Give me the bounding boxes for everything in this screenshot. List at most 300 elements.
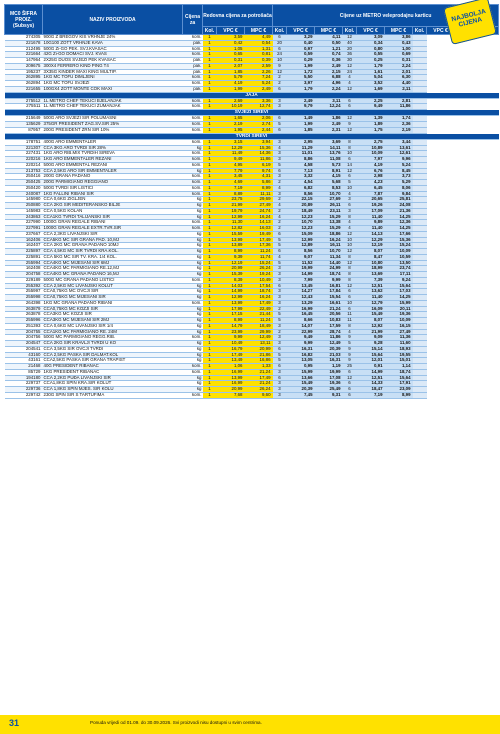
cell-mpc-tier1: 4,15 <box>315 174 343 180</box>
cell-mpc-tier1: 12,49 <box>315 341 343 347</box>
cell-vpc-tier2: 9,28 <box>357 341 385 347</box>
cell-qty-tier2: 40 <box>343 40 357 46</box>
cell-mpc-tier2: 19,55 <box>385 352 413 358</box>
cell-sifra: 85729 <box>5 369 43 375</box>
cell-vpc-regular: 13,89 <box>217 243 245 249</box>
cell-vpc-tier1: 7,99 <box>287 277 315 283</box>
cell-vpc-regular: 2,07 <box>217 63 245 69</box>
cell-mpc-regular: 2,06 <box>245 116 273 122</box>
cell-vpc-regular: 12,99 <box>217 214 245 220</box>
cell-mpc-regular: 9,74 <box>245 168 273 174</box>
cell-mpc-tier2: 1,14 <box>385 364 413 370</box>
col-kol: Kol. <box>273 27 287 35</box>
cell-qty-tier1: 4 <box>273 145 287 151</box>
cell-qty-regular: 1 <box>203 203 217 209</box>
cell-vpc-tier2: 4,19 <box>357 162 385 168</box>
cell-unit: kg <box>183 260 203 266</box>
cell-vpc-tier1: 13,66 <box>287 375 315 381</box>
cell-qty-tier1: 4 <box>273 185 287 191</box>
cell-mpc-tier2: 2,11 <box>385 86 413 92</box>
cell-vpc-tier2: 7,39 <box>357 277 385 283</box>
cell-unit: kg <box>183 341 203 347</box>
cell-qty-tier1: 5 <box>273 162 287 168</box>
table-header <box>5 5 499 35</box>
cell-qty-tier1: 5 <box>273 237 287 243</box>
cell-vpc-tier1: 16,45 <box>287 312 315 318</box>
cell-naziv: 42G Ži-GO DOMAĆI SVJ. KVAS <box>43 52 183 58</box>
cell-naziv: 1KG MC TOFU SVJEŽI <box>43 81 183 87</box>
cell-mpc-regular: 11,86 <box>245 157 273 163</box>
cell-vpc-tier2: 11,40 <box>357 226 385 232</box>
cell-qty-tier1: 5 <box>273 352 287 358</box>
cell-vpc-tier2: 6,45 <box>357 185 385 191</box>
cell-naziv: 400G ARO EMMENTALER <box>43 139 183 145</box>
cell-unit: kom. <box>183 364 203 370</box>
cell-sifra: 263879 <box>5 306 43 312</box>
cell-qty-regular: 1 <box>203 197 217 203</box>
cell-unit: kg <box>183 381 203 387</box>
cell-qty-regular: 1 <box>203 387 217 393</box>
cell-qty-tier1: 6 <box>273 127 287 133</box>
cell-qty-tier2: 36 <box>343 52 357 58</box>
cell-qty-regular: 1 <box>203 214 217 220</box>
cell-qty-regular: 1 <box>203 392 217 398</box>
cell-mpc-tier2: 11,86 <box>385 104 413 110</box>
cell-vpc-regular: 16,99 <box>217 381 245 387</box>
cell-mpc-regular: 4,49 <box>245 35 273 41</box>
cell-mpc-regular: 6,19 <box>245 162 273 168</box>
cell-qty-regular: 1 <box>203 35 217 41</box>
cell-qty-tier2: 8 <box>343 139 357 145</box>
cell-mpc-tier1: 21,03 <box>315 352 343 358</box>
cell-qty-regular: 1 <box>203 122 217 128</box>
cell-sifra: 262895 <box>5 75 43 81</box>
cell-unit: kg <box>183 197 203 203</box>
cell-qty-tier2: 12 <box>343 35 357 41</box>
cell-unit: kom. <box>183 162 203 168</box>
cell-unit: kg <box>183 312 203 318</box>
cell-qty-regular: 1 <box>203 306 217 312</box>
cell-vpc-regular: 2,69 <box>217 98 245 104</box>
cell-mpc-tier2: 8,45 <box>385 168 413 174</box>
cell-vpc-tier1: 12,43 <box>287 295 315 301</box>
cell-mpc-tier1: 2,49 <box>315 122 343 128</box>
cell-sifra: 220216 <box>5 157 43 163</box>
cell-qty-regular: 1 <box>203 260 217 266</box>
cell-mpc-tier1: 1,86 <box>315 116 343 122</box>
cell-sifra: 212495 <box>5 46 43 52</box>
cell-qty-tier2: 9 <box>343 335 357 341</box>
cell-qty-regular: 1 <box>203 145 217 151</box>
cell-qty-tier1: 3 <box>273 157 287 163</box>
cell-vpc-tier2: 12,51 <box>357 283 385 289</box>
cell-qty-tier2: 12 <box>343 249 357 255</box>
cell-vpc-regular: 11,30 <box>217 220 245 226</box>
cell-vpc-regular: 17,99 <box>217 306 245 312</box>
cell-mpc-tier1: 9,99 <box>315 277 343 283</box>
cell-vpc-regular: 19,79 <box>217 208 245 214</box>
cell-qty-regular: 1 <box>203 208 217 214</box>
cell-vpc-tier1: 13,45 <box>287 283 315 289</box>
cell-qty-tier1: 3 <box>273 341 287 347</box>
cell-naziv: CCA 1,8KG ŠPIN MJEŠ. SIR KOLU <box>43 387 183 393</box>
cell-mpc-regular: 12,74 <box>245 104 273 110</box>
cell-vpc-tier1: 12,89 <box>287 243 315 249</box>
cell-mpc-tier2: 15,01 <box>385 358 413 364</box>
cell-qty-regular: 1 <box>203 329 217 335</box>
cell-sifra: 43161 <box>5 358 43 364</box>
cell-vpc-tier1: 12,99 <box>287 237 315 243</box>
cell-vpc-tier2: 1,61 <box>357 69 385 75</box>
cell-mpc-regular: 11,24 <box>245 318 273 324</box>
cell-mpc-tier1: 16,61 <box>315 300 343 306</box>
cell-unit: kom. <box>183 335 203 341</box>
cell-qty-tier1: 6 <box>273 168 287 174</box>
cell-vpc-tier2: 13,69 <box>357 272 385 278</box>
cell-mpc-tier2: 9,84 <box>385 191 413 197</box>
cell-vpc-tier2: 7,87 <box>357 191 385 197</box>
cell-vpc-tier2: 9,49 <box>357 104 385 110</box>
cell-sifra: 274305 <box>5 35 43 41</box>
cell-qty-tier1: 4 <box>273 214 287 220</box>
cell-vpc-regular: 13,99 <box>217 375 245 381</box>
cell-qty-tier2: 3 <box>343 197 357 203</box>
cell-qty-regular: 1 <box>203 277 217 283</box>
cell-naziv: CCA5KG MC SIR GRANA PAD. 10,MJ <box>43 237 183 243</box>
cell-qty-tier2: 8 <box>343 266 357 272</box>
cell-mpc-tier2: 0,31 <box>385 58 413 64</box>
cell-vpc-tier1: 16,31 <box>287 346 315 352</box>
cell-qty-tier1: 20 <box>273 40 287 46</box>
cell-sifra: 147964 <box>5 58 43 64</box>
cell-qty-tier1: 6 <box>273 116 287 122</box>
cell-vpc-tier2: 7,19 <box>357 392 385 398</box>
cell-qty-tier2: 24 <box>343 69 357 75</box>
cell-mpc-tier1: 10,70 <box>315 191 343 197</box>
cell-vpc-tier2: 19,26 <box>357 203 385 209</box>
price-table <box>4 4 499 399</box>
cell-naziv: CCA1,8KG ŠPIN KRA.SIR KOLUT <box>43 381 183 387</box>
cell-mpc-tier2: 14,25 <box>385 295 413 301</box>
page-number: 31 <box>9 718 20 728</box>
cell-qty-tier1: 6 <box>273 364 287 370</box>
cell-sifra: 145983 <box>5 208 43 214</box>
cell-naziv: 2X25G DUOS SVJEŽI PEK KVASAC <box>43 58 183 64</box>
cell-mpc-tier1: 19,99 <box>315 369 343 375</box>
cell-sifra: 251393 <box>5 323 43 329</box>
cell-naziv: CCA 2KG SIR KRAVLJI TVRDI U KO <box>43 341 183 347</box>
cell-mpc-tier2: 15,24 <box>385 243 413 249</box>
cell-mpc-regular: 10,49 <box>245 277 273 283</box>
cell-vpc-tier2: 11,40 <box>357 214 385 220</box>
cell-unit: kg <box>183 237 203 243</box>
cell-mpc-tier1: 16,81 <box>315 283 343 289</box>
cell-naziv: CCA3KG MC MIJEŠANI SIR 2MJ <box>43 318 183 324</box>
cell-qty-tier2: 9 <box>343 352 357 358</box>
cell-mpc-tier1: 12,24 <box>315 104 343 110</box>
cell-vpc-tier1: 11,01 <box>287 151 315 157</box>
cell-qty-tier2: 12 <box>343 116 357 122</box>
cell-unit: kg <box>183 231 203 237</box>
cell-mpc-tier2: 16,15 <box>385 323 413 329</box>
cell-qty-tier1: 3 <box>273 381 287 387</box>
cell-mpc-regular: 0,54 <box>245 40 273 46</box>
cell-qty-tier1: 5 <box>273 358 287 364</box>
cell-sifra: 264398 <box>5 300 43 306</box>
cell-sifra: 220214 <box>5 162 43 168</box>
cell-mpc-regular: 11,11 <box>245 191 273 197</box>
cell-vpc-tier1: 11,29 <box>287 145 315 151</box>
cell-qty-tier2: 4 <box>343 75 357 81</box>
cell-naziv: CCA 5KG MC SIR TV. KRA. 1/4 KOL. <box>43 254 183 260</box>
cell-mpc-tier2: 5,29 <box>385 180 413 186</box>
cell-qty-tier2: 5 <box>343 180 357 186</box>
cell-qty-tier2: 10 <box>343 237 357 243</box>
cell-qty-regular: 1 <box>203 381 217 387</box>
cell-mpc-tier2: 3,73 <box>385 174 413 180</box>
cell-qty-tier2: 10 <box>343 243 357 249</box>
cell-qty-tier1: 3 <box>273 191 287 197</box>
cell-vpc-regular: 0,65 <box>217 52 245 58</box>
cell-sifra: 204547 <box>5 341 43 347</box>
cell-mpc-regular: 19,24 <box>245 272 273 278</box>
cell-qty-tier1: 24 <box>273 52 287 58</box>
cell-qty-regular: 1 <box>203 139 217 145</box>
cell-qty-tier2: 11 <box>343 312 357 318</box>
cell-qty-tier2: 8 <box>343 254 357 260</box>
cell-mpc-regular: 17,49 <box>245 300 273 306</box>
col-kol: Kol. <box>203 27 217 35</box>
cell-qty-regular: 1 <box>203 272 217 278</box>
cell-sifra: 135629 <box>5 122 43 128</box>
cell-mpc-regular: 3,36 <box>245 98 273 104</box>
section-title: SVJEŽI SIREVI <box>5 110 499 116</box>
cell-mpc-tier1: 16,31 <box>315 358 343 364</box>
cell-vpc-tier2: 0,34 <box>357 40 385 46</box>
cell-qty-tier2: 12 <box>343 127 357 133</box>
cell-vpc-tier1: 18,49 <box>287 208 315 214</box>
cell-mpc-regular: 1,31 <box>245 46 273 52</box>
cell-vpc-tier2: 1,39 <box>357 116 385 122</box>
cell-sifra: 204756 <box>5 335 43 341</box>
cell-vpc-regular: 11,49 <box>217 151 245 157</box>
cell-qty-regular: 1 <box>203 116 217 122</box>
cell-mpc-regular: 29,69 <box>245 197 273 203</box>
cell-vpc-tier2: 14,99 <box>357 369 385 375</box>
cell-vpc-regular: 3,59 <box>217 35 245 41</box>
cell-vpc-tier2: 13,62 <box>357 289 385 295</box>
cell-qty-tier1: 2 <box>273 197 287 203</box>
cell-mpc-regular: 5,86 <box>245 180 273 186</box>
cell-vpc-tier2: 10,89 <box>357 145 385 151</box>
cell-mpc-tier2: 9,96 <box>385 157 413 163</box>
cell-vpc-regular: 0,42 <box>217 40 245 46</box>
cell-qty-tier1: 5 <box>273 318 287 324</box>
cell-vpc-regular: 5,79 <box>217 75 245 81</box>
cell-naziv: 500G TVRDI SIR LISTIĆI <box>43 185 183 191</box>
cell-mpc-tier2: 25,81 <box>385 197 413 203</box>
cell-mpc-regular: 27,49 <box>245 203 273 209</box>
cell-qty-regular: 1 <box>203 243 217 249</box>
footer-bar <box>0 715 500 734</box>
cell-qty-tier2: 6 <box>343 306 357 312</box>
cell-mpc-tier1: 27,69 <box>315 197 343 203</box>
cell-mpc-tier2: 15,99 <box>385 300 413 306</box>
cell-sifra: 250416 <box>5 174 43 180</box>
cell-sifra: 250420 <box>5 185 43 191</box>
cell-vpc-regular: 9,49 <box>217 157 245 163</box>
cell-mpc-tier1: 3,69 <box>315 139 343 145</box>
cell-vpc-tier2: 4,23 <box>357 180 385 186</box>
cell-qty-tier2: 12 <box>343 63 357 69</box>
cell-qty-tier1: 3 <box>273 104 287 110</box>
cell-qty-tier1: 3 <box>273 335 287 341</box>
cell-mpc-regular: 4,31 <box>245 174 273 180</box>
cell-mpc-tier2: 15,64 <box>385 375 413 381</box>
cell-vpc-regular: 1,06 <box>217 364 245 370</box>
cell-mpc-regular: 21,86 <box>245 352 273 358</box>
cell-unit: kg <box>183 266 203 272</box>
cell-mpc-tier1: 11,86 <box>315 335 343 341</box>
cell-vpc-tier2: 12,01 <box>357 358 385 364</box>
cell-naziv: CCA0,75KG MC KOZJI SIR <box>43 306 183 312</box>
cell-sifra: 275512 <box>5 98 43 104</box>
cell-vpc-regular: 15,59 <box>217 231 245 237</box>
cell-unit: kg <box>183 375 203 381</box>
cell-vpc-tier2: 7,97 <box>357 157 385 163</box>
cell-naziv: CCA1KG TVRDI TALIJANSKI SIR <box>43 214 183 220</box>
cell-qty-tier2: 12 <box>343 375 357 381</box>
cell-qty-tier2: 9 <box>343 346 357 352</box>
cell-naziv: 375GR PRESIDENT ZAG.SV.SIR 25% <box>43 122 183 128</box>
col-redovna: Redovna cijena za potrošača <box>203 5 273 27</box>
cell-unit: kg <box>183 329 203 335</box>
cell-qty-tier1: 4 <box>273 203 287 209</box>
cell-sifra: 263878 <box>5 312 43 318</box>
cell-qty-tier1: 3 <box>273 387 287 393</box>
cell-vpc-regular: 23,99 <box>217 329 245 335</box>
cell-sifra: 43160 <box>5 352 43 358</box>
cell-qty-regular: 1 <box>203 249 217 255</box>
cell-qty-tier2: 6 <box>343 203 357 209</box>
cell-mpc-tier1: 11,34 <box>315 254 343 260</box>
cell-naziv: CCA0,75KG MC OVČJI SIR <box>43 289 183 295</box>
cell-sifra: 227991 <box>5 226 43 232</box>
cell-mpc-tier1: 16,11 <box>315 243 343 249</box>
cell-vpc-regular: 4,19 <box>217 81 245 87</box>
cell-sifra: 213753 <box>5 168 43 174</box>
cell-unit: kg <box>183 254 203 260</box>
cell-sifra: 178751 <box>5 139 43 145</box>
cell-naziv: 230G ŠPIN SIR S TARTUFIMA <box>43 392 183 398</box>
cell-naziv: CCA 2KG MC GRANA PADANO 10MJ <box>43 243 183 249</box>
cell-unit: kom. <box>183 46 203 52</box>
cell-vpc-tier1: 11,52 <box>287 260 315 266</box>
cell-unit: kg <box>183 243 203 249</box>
cell-naziv: CCA2,5KG PAŠKA SIR GRANA TRAPIST <box>43 358 183 364</box>
cell-mpc-regular: 16,24 <box>245 295 273 301</box>
cell-qty-tier1: 3 <box>273 151 287 157</box>
cell-qty-tier2: 6 <box>343 157 357 163</box>
cell-unit: kg <box>183 283 203 289</box>
cell-vpc-tier2: 12,19 <box>357 243 385 249</box>
cell-sifra: 204541 <box>5 346 43 352</box>
cell-vpc-tier1: 9,79 <box>287 104 315 110</box>
cell-vpc-tier2: 12,92 <box>357 323 385 329</box>
cell-sifra: 227990 <box>5 220 43 226</box>
cell-unit: kg <box>183 323 203 329</box>
cell-qty-tier2: 12 <box>343 260 357 266</box>
cell-mpc-tier2: 2,24 <box>385 63 413 69</box>
cell-qty-tier1: 2 <box>273 220 287 226</box>
cell-qty-tier2: 6 <box>343 369 357 375</box>
cell-vpc-regular: 2,19 <box>217 122 245 128</box>
cell-vpc-tier2: 9,09 <box>357 335 385 341</box>
cell-vpc-tier1: 15,09 <box>287 231 315 237</box>
cell-unit: kg <box>183 203 203 209</box>
cell-mpc-tier2: 10,09 <box>385 318 413 324</box>
cell-mpc-regular: 15,36 <box>245 145 273 151</box>
cell-mpc-regular: 2,74 <box>245 122 273 128</box>
cell-naziv: CCA 0,5KG KOLAN <box>43 208 183 214</box>
cell-qty-tier1: 5 <box>273 122 287 128</box>
cell-mpc-tier2: 17,03 <box>385 289 413 295</box>
cell-qty-tier1: 2 <box>273 329 287 335</box>
cell-vpc-tier2: 0,80 <box>357 46 385 52</box>
cell-unit: kom. <box>183 122 203 128</box>
cell-mpc-tier2: 13,61 <box>385 145 413 151</box>
cell-unit: kom. <box>183 174 203 180</box>
cell-mpc-regular: 12,49 <box>245 335 273 341</box>
cell-vpc-tier1: 15,99 <box>287 369 315 375</box>
cell-vpc-tier1: 1,85 <box>287 127 315 133</box>
cell-sifra: 162407 <box>5 243 43 249</box>
cell-vpc-tier1: 12,23 <box>287 214 315 220</box>
cell-qty-tier2: 6 <box>343 104 357 110</box>
cell-qty-regular: 1 <box>203 185 217 191</box>
cell-qty-regular: 1 <box>203 369 217 375</box>
col-metro: Cijene uz METRO veleprodajnu karticu <box>273 5 499 27</box>
cell-mpc-tier1: 10,83 <box>315 318 343 324</box>
cell-unit: pak. <box>183 58 203 64</box>
cell-qty-tier2: 14 <box>343 162 357 168</box>
cell-sifra: 255997 <box>5 289 43 295</box>
cell-mpc-tier2: 8,06 <box>385 185 413 191</box>
cell-vpc-regular: 12,19 <box>217 260 245 266</box>
cell-mpc-tier2: 18,74 <box>385 369 413 375</box>
cell-vpc-regular: 13,99 <box>217 237 245 243</box>
cell-vpc-tier2: 12,79 <box>357 300 385 306</box>
cell-naziv: 1KG ARO EMMENTALER REZANI <box>43 157 183 163</box>
cell-vpc-tier1: 8,56 <box>287 249 315 255</box>
cell-vpc-tier1: 8,66 <box>287 318 315 324</box>
cell-vpc-tier1: 0,40 <box>287 40 315 46</box>
cell-sifra: 250880 <box>5 203 43 209</box>
cell-naziv: CCA 3,5KG SIR OVČJI TVRDI <box>43 346 183 352</box>
cell-mpc-tier2: 4,40 <box>385 81 413 87</box>
cell-vpc-regular: 23,75 <box>217 197 245 203</box>
cell-vpc-tier1: 20,39 <box>287 387 315 393</box>
cell-naziv: CCA4KG MC MIJEŠANI SIR 6MJ <box>43 260 183 266</box>
cell-sifra: 237667 <box>5 231 43 237</box>
cell-sifra: 162408 <box>5 266 43 272</box>
cell-qty-regular: 1 <box>203 312 217 318</box>
cell-mpc-regular: 21,24 <box>245 369 273 375</box>
cell-vpc-tier2: 16,09 <box>357 306 385 312</box>
cell-vpc-tier1: 22,15 <box>287 197 315 203</box>
cell-vpc-tier1: 9,99 <box>287 341 315 347</box>
cell-vpc-regular: 12,82 <box>217 226 245 232</box>
